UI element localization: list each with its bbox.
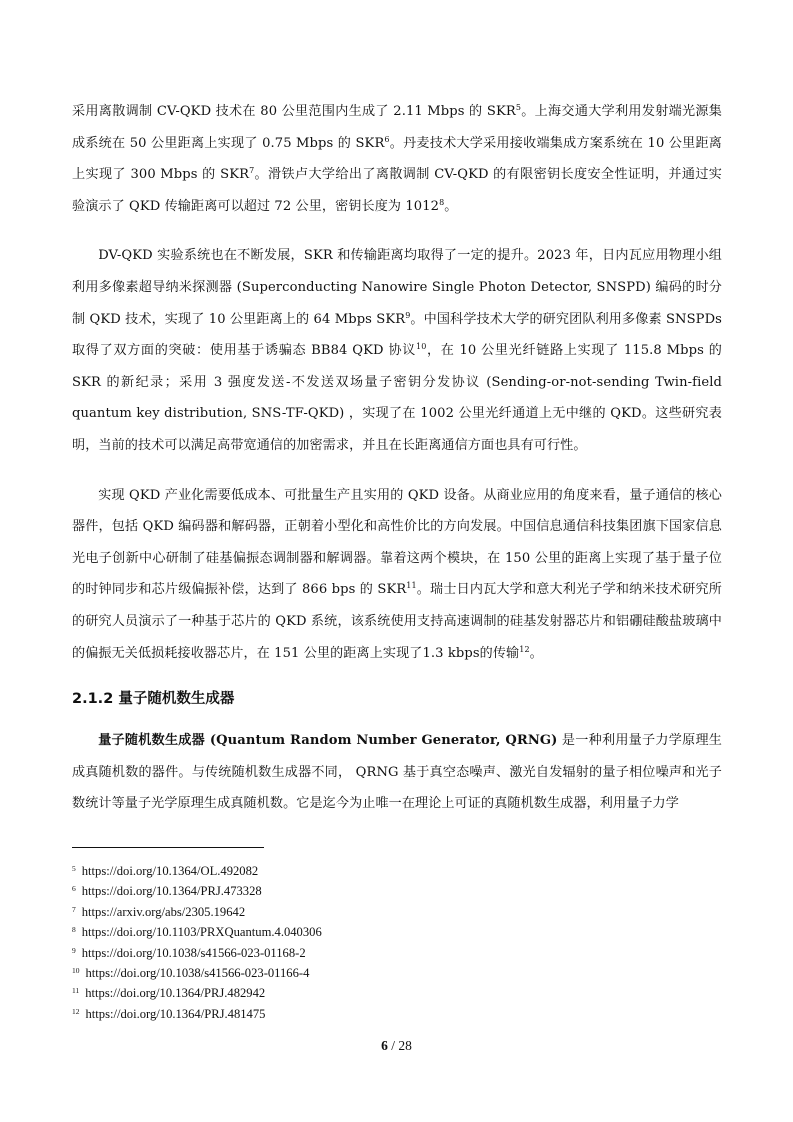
footnote-link[interactable]: https://doi.org/10.1038/s41566-023-01168-2 — [81, 945, 306, 960]
footnote-item — [72, 922, 722, 942]
footnote-ref-5[interactable]: 5 — [515, 103, 522, 112]
document-body — [72, 96, 722, 820]
text-span: 。上海交通大学利用发射端光源集成系统在 50 公里距离上实现了 0.75 Mbps 的 SKR — [72, 104, 723, 151]
footnote-link[interactable]: https://arxiv.org/abs/2305.19642 — [81, 904, 246, 919]
footnote-item — [72, 902, 722, 922]
footnote-link[interactable]: https://doi.org/10.1364/PRJ.473328 — [81, 884, 262, 899]
text-span: 。丹麦技术大学采用接收端集成方案系统在 10 公里距离上实现了 300 Mbps 的 SKR — [72, 135, 722, 183]
text-span: 实现 QKD 产业化需要低成本、可批量生产且实用的 QKD 设备。从商业应用的角度来看，量子通信的核心器件，包括 QKD 编码器和解码器，正朝着小型化和高性价比的方向发展。中国信息通信科技集团旗下国家信息光电子创新中心研制了硅基偏振态调制器和解调器。靠着这两个模块，在 150 公里的距离上实现了基于量子位的时钟同步和芯片级偏振补偿，达到了 866 bps 的 SKR — [72, 487, 722, 598]
paragraph-dv-qkd — [72, 240, 722, 461]
footnote-ref-10[interactable]: 10 — [416, 342, 427, 352]
total-pages: 28 — [398, 1038, 412, 1053]
text-span: 是一种利用量子力学原理生成真随机数的器件。与传统随机数生成器不同， QRNG 基于真空态噪声、激光自发辐射的量子相位噪声和光子数统计等量子光学原理生成真随机数。它是迄今为止唯一在理论上可证的真随机数生成器，利用量子力学 — [72, 733, 722, 812]
footnote-number: 6 — [72, 884, 76, 894]
paragraph-qrng — [72, 725, 722, 820]
text-span: 。滑铁卢大学给出了离散调制 CV-QKD 的有限密钥长度安全性证明，并通过实验演示了 QKD 传输距离可以超过 72 公里，密钥长度为 1012 — [72, 167, 722, 214]
footnote-item — [72, 1004, 722, 1024]
footnote-link[interactable]: https://doi.org/10.1364/OL.492082 — [81, 864, 259, 878]
footnote-number: 9 — [72, 945, 76, 955]
text-span: 。 — [529, 645, 543, 661]
footnote-link[interactable]: https://doi.org/10.1364/PRJ.481475 — [85, 1006, 266, 1021]
footnote-number: 8 — [72, 925, 76, 935]
footnote-number: 5 — [72, 864, 76, 873]
text-span: ，在 10 公里光纤链路上实现了 115.8 Mbps 的 SKR 的新纪录；采用 3 强度发送-不发送双场量子密钥分发协议 (Sending-or-not-sending Twin-field quantum key distribution, SNS-TF-QKD) ，实现了在 1002 公里光纤通道上无中继的 QKD。这些研究表明，当前的技术可以满足高带宽通信的加密需求，并且在长距离通信方面也具有可行性。 — [72, 343, 722, 453]
footnote-ref-7[interactable]: 7 — [249, 166, 255, 176]
footnote-item — [72, 881, 722, 901]
page-separator: / — [387, 1038, 399, 1053]
footnote-number: 11 — [72, 986, 80, 996]
current-page: 6 — [381, 1038, 388, 1053]
footnote-number: 10 — [72, 966, 80, 976]
footnote-ref-11[interactable]: 11 — [406, 581, 417, 591]
footnote-ref-8[interactable]: 8 — [439, 197, 445, 207]
footnote-divider — [72, 847, 264, 848]
section-heading: 2.1.2 量子随机数生成器 — [72, 691, 235, 708]
text-span: 。中国科学技术大学的研究团队利用多像素 SNSPDs 取得了双方面的突破：使用基于诱骗态 BB84 QKD 协议 — [72, 311, 723, 359]
paragraph-industrialization — [72, 480, 722, 670]
page-number — [0, 1038, 793, 1054]
footnote-ref-6[interactable]: 6 — [384, 134, 390, 144]
footnote-number: 12 — [72, 1006, 80, 1016]
footnote-ref-9[interactable]: 9 — [405, 310, 411, 320]
paragraph-cv-qkd — [72, 96, 722, 222]
footnote-item — [72, 963, 722, 983]
footnote-link[interactable]: https://doi.org/10.1364/PRJ.482942 — [85, 986, 266, 1001]
footnote-link[interactable]: https://doi.org/10.1038/s41566-023-01166-4 — [85, 966, 310, 981]
footnote-item — [72, 983, 722, 1003]
footnote-number: 7 — [72, 904, 76, 914]
text-span: 。瑞士日内瓦大学和意大利光子学和纳米技术研究所的研究人员演示了一种基于芯片的 QKD 系统，该系统使用支持高速调制的硅基发射器芯片和铝硼硅酸盐玻璃中的偏振无关低损耗接收器芯片，在 151 公里的距离上实现了1.3 kbps的传输 — [72, 582, 722, 661]
footnotes — [72, 861, 722, 1024]
footnote-item — [72, 943, 722, 963]
text-span: 采用离散调制 CV-QKD 技术在 80 公里范围内生成了 2.11 Mbps 的 SKR — [72, 104, 516, 119]
footnote-ref-12[interactable]: 12 — [519, 644, 530, 654]
text-span: 。 — [444, 198, 458, 214]
footnote-link[interactable]: https://doi.org/10.1103/PRXQuantum.4.040306 — [81, 925, 322, 940]
footnote-item — [72, 861, 722, 881]
term-highlight: 量子随机数生成器 (Quantum Random Number Generator, QRNG) — [98, 733, 558, 749]
text-span: DV-QKD 实验系统也在不断发展，SKR 和传输距离均取得了一定的提升。2023 年，日内瓦应用物理小组利用多像素超导纳米探测器 (Superconducting Nanowire Single Photon Detector, SNSPD) 编码的时分制 QKD 技术，实现了 10 公里距离上的 64 Mbps SKR — [72, 248, 722, 327]
